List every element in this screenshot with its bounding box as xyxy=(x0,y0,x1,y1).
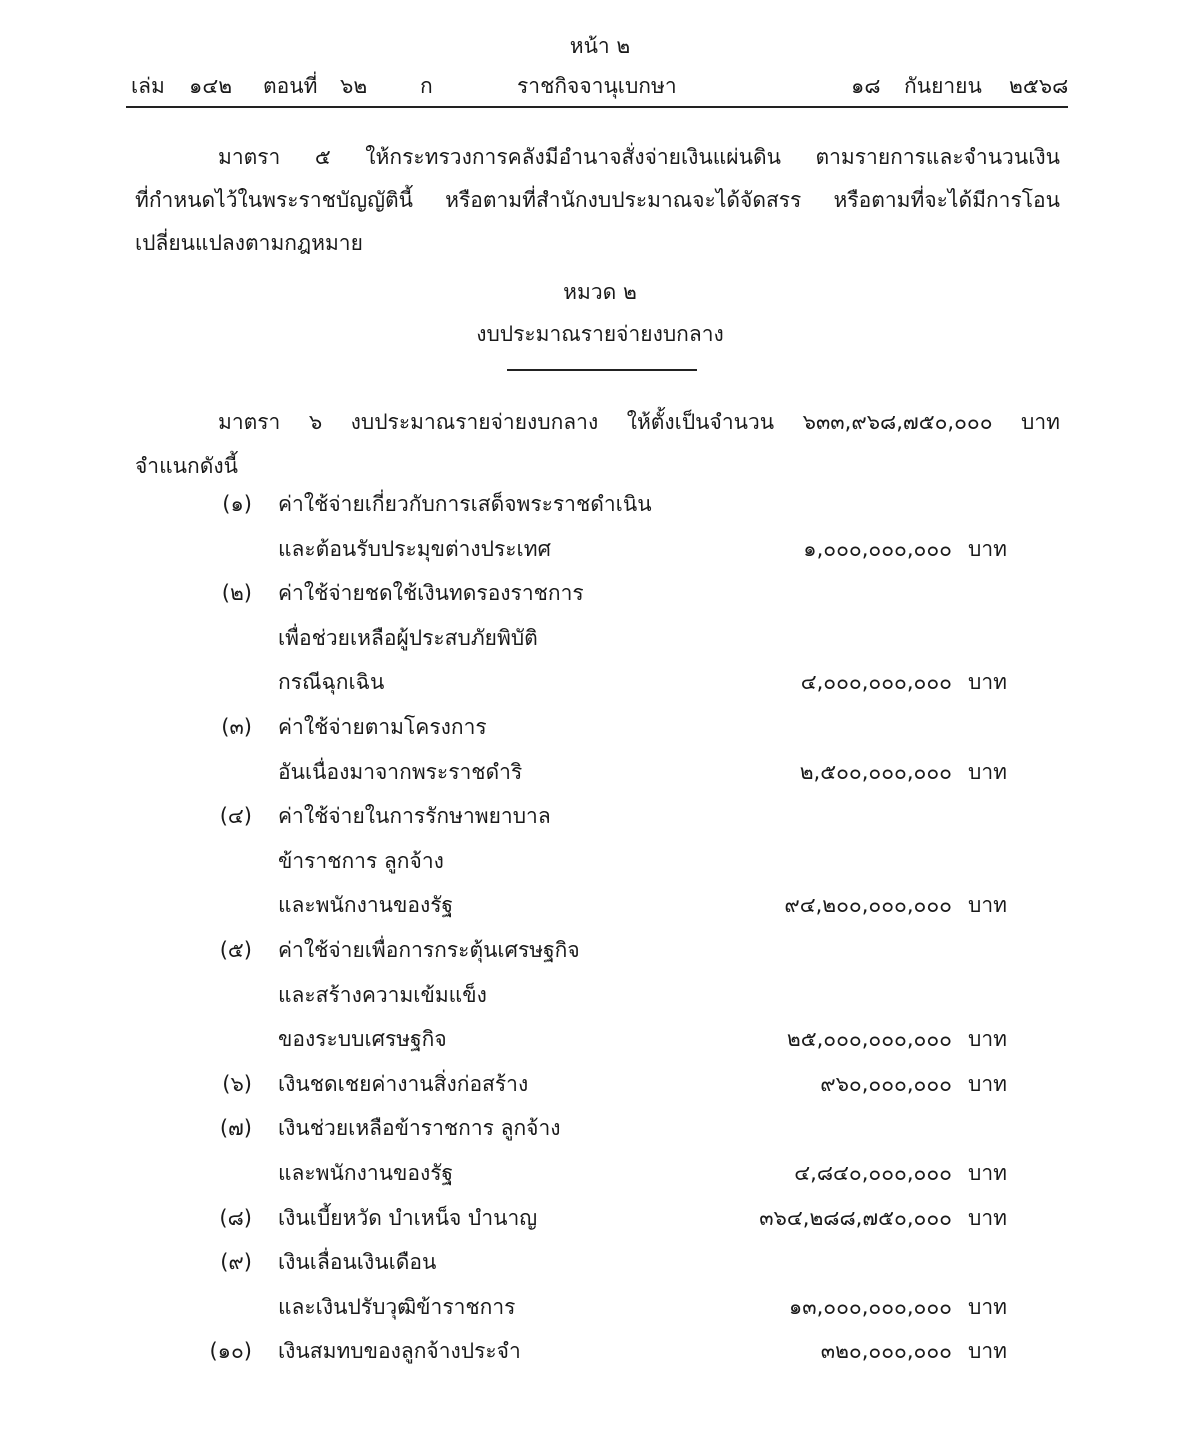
item-amount: ๑๓,๐๐๐,๐๐๐,๐๐๐ xyxy=(788,1294,952,1319)
item-amount: ๒,๕๐๐,๐๐๐,๐๐๐ xyxy=(799,759,952,784)
date-year: ๒๕๖๘ xyxy=(1009,74,1069,98)
item-currency: บาท xyxy=(968,1339,1007,1364)
item-amount: ๓๒๐,๐๐๐,๐๐๐ xyxy=(820,1339,952,1364)
volume-label: เล่ม xyxy=(131,74,165,98)
date-day: ๑๘ xyxy=(851,74,881,98)
section5-line1: มาตรา ๕ ให้กระทรวงการคลังมีอำนาจสั่งจ่ายเงินแผ่นดิน ตามรายการและจำนวนเงิน xyxy=(218,145,1060,169)
date-month: กันยายน xyxy=(904,74,982,98)
section5-line3: เปลี่ยนแปลงตามกฎหมาย xyxy=(135,231,363,255)
item-amount: ๙๖๐,๐๐๐,๐๐๐ xyxy=(820,1071,952,1096)
item-amount: ๓๖๔,๒๘๘,๗๕๐,๐๐๐ xyxy=(759,1205,952,1230)
item-description-line: เงินเลื่อนเงินเดือน xyxy=(278,1250,437,1275)
item-currency: บาท xyxy=(968,1294,1007,1319)
item-currency: บาท xyxy=(968,1071,1007,1096)
chapter-separator xyxy=(507,369,697,371)
item-amount: ๒๕,๐๐๐,๐๐๐,๐๐๐ xyxy=(786,1027,952,1052)
section-type: ก xyxy=(420,74,433,98)
item-number: (๖) xyxy=(222,1071,252,1096)
item-number: (๓) xyxy=(221,715,252,739)
section6-line1: มาตรา ๖ งบประมาณรายจ่ายงบกลาง ให้ตั้งเป็นจำนวน ๖๓๓,๙๖๘,๗๕๐,๐๐๐ บาท xyxy=(218,410,1060,434)
item-description-line: เงินเบี้ยหวัด บำเหน็จ บำนาญ xyxy=(278,1205,538,1230)
item-description-line: และสร้างความเข้มแข็ง xyxy=(278,982,487,1007)
item-description-line: และพนักงานของรัฐ xyxy=(278,1161,454,1185)
item-number: (๑) xyxy=(222,492,252,516)
item-description-line: ค่าใช้จ่ายตามโครงการ xyxy=(278,715,487,739)
item-description-line: ค่าใช้จ่ายเกี่ยวกับการเสด็จพระราชดำเนิน xyxy=(278,492,652,516)
item-description-line: เงินชดเชยค่างานสิ่งก่อสร้าง xyxy=(278,1071,529,1096)
item-amount: ๔,๐๐๐,๐๐๐,๐๐๐ xyxy=(800,670,952,695)
item-currency: บาท xyxy=(968,670,1007,695)
item-number: (๔) xyxy=(219,804,252,829)
item-number: (๑๐) xyxy=(209,1339,252,1364)
item-description-line: ค่าใช้จ่ายในการรักษาพยาบาล xyxy=(278,804,551,829)
item-description-line: เพื่อช่วยเหลือผู้ประสบภัยพิบัติ xyxy=(278,625,538,650)
item-amount: ๑,๐๐๐,๐๐๐,๐๐๐ xyxy=(803,536,952,561)
item-currency: บาท xyxy=(968,1205,1007,1230)
item-description-line: และต้อนรับประมุขต่างประเทศ xyxy=(278,536,551,561)
page-number: หน้า ๒ xyxy=(569,34,631,58)
item-description-line: ของระบบเศรษฐกิจ xyxy=(278,1027,447,1052)
volume-number: ๑๔๒ xyxy=(189,74,233,98)
item-description-line: เงินช่วยเหลือข้าราชการ ลูกจ้าง xyxy=(278,1116,561,1141)
item-currency: บาท xyxy=(968,536,1007,561)
item-description-line: ค่าใช้จ่ายเพื่อการกระตุ้นเศรษฐกิจ xyxy=(278,938,580,962)
item-number: (๗) xyxy=(219,1116,252,1141)
item-description-line: และพนักงานของรัฐ xyxy=(278,893,454,918)
chapter-title: หมวด ๒ xyxy=(563,280,637,304)
item-amount: ๔,๘๔๐,๐๐๐,๐๐๐ xyxy=(794,1161,952,1185)
section5-line2: ที่กำหนดไว้ในพระราชบัญญัตินี้ หรือตามที่สำนักงบประมาณจะได้จัดสรร หรือตามที่จะได้มีการโอน xyxy=(135,188,1060,212)
item-number: (๒) xyxy=(221,581,252,606)
item-description-line: และเงินปรับวุฒิข้าราชการ xyxy=(278,1294,516,1319)
item-currency: บาท xyxy=(968,759,1007,784)
item-description-line: ข้าราชการ ลูกจ้าง xyxy=(278,848,444,873)
item-description-line: ค่าใช้จ่ายชดใช้เงินทดรองราชการ xyxy=(278,581,584,606)
item-number: (๘) xyxy=(219,1205,252,1230)
item-description-line: กรณีฉุกเฉิน xyxy=(278,670,385,695)
item-description-line: เงินสมทบของลูกจ้างประจำ xyxy=(278,1339,521,1364)
item-currency: บาท xyxy=(968,893,1007,918)
section-number: ๖๒ xyxy=(340,74,368,98)
item-currency: บาท xyxy=(968,1161,1007,1185)
header-rule xyxy=(126,106,1068,108)
item-amount: ๙๔,๒๐๐,๐๐๐,๐๐๐ xyxy=(784,893,952,918)
item-description-line: อันเนื่องมาจากพระราชดำริ xyxy=(278,759,523,784)
item-currency: บาท xyxy=(968,1027,1007,1052)
section6-line2: จำแนกดังนี้ xyxy=(135,454,238,478)
section-label: ตอนที่ xyxy=(263,74,318,98)
publication-name: ราชกิจจานุเบกษา xyxy=(517,74,677,98)
item-number: (๕) xyxy=(219,938,252,962)
item-number: (๙) xyxy=(220,1250,252,1275)
chapter-subtitle: งบประมาณรายจ่ายงบกลาง xyxy=(476,322,724,346)
